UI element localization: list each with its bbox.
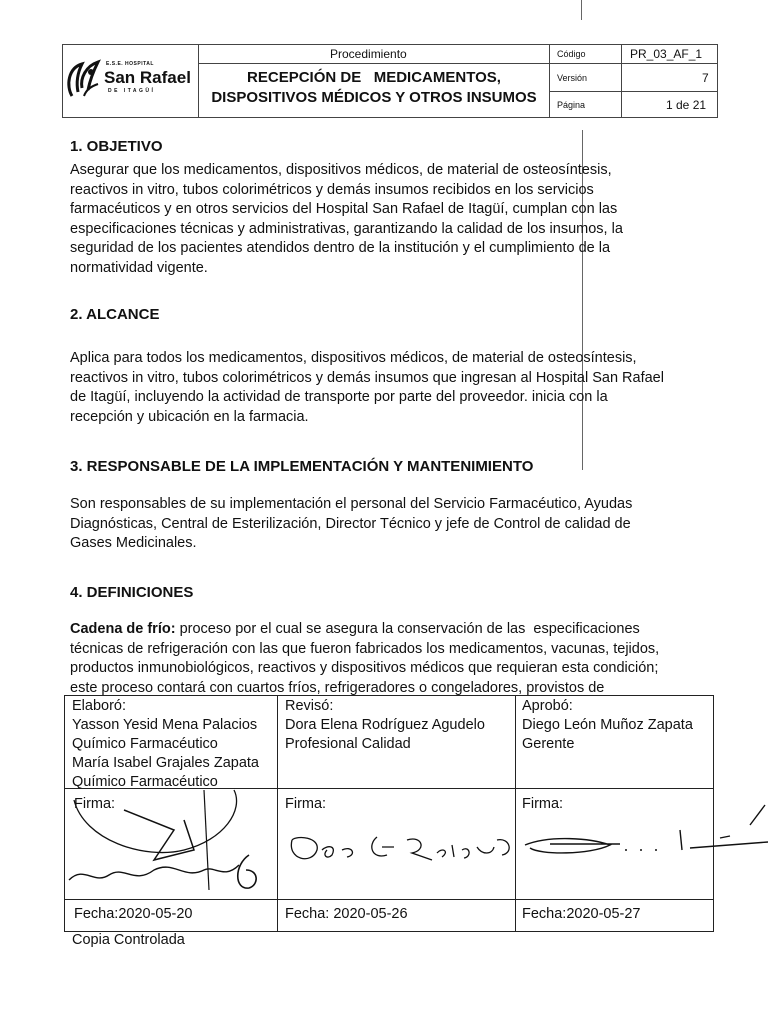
logo-name: San Rafael xyxy=(104,68,191,87)
section-1-body xyxy=(70,161,710,278)
doc-title-line1: RECEPCIÓN DE MEDICAMENTOS, xyxy=(247,69,501,86)
logo-small-top: E.S.E. HOSPITAL xyxy=(106,61,154,67)
firma-label-2: Firma: xyxy=(285,796,327,812)
scan-line-top xyxy=(581,0,582,20)
aprobo-label: Aprobó: xyxy=(522,698,573,714)
s2-line: de Itagüí, incluyendo la actividad de transporte por parte del proveedor. inicia con la xyxy=(70,389,608,405)
elaboro-name: Químico Farmacéutico xyxy=(72,736,218,752)
footer-copy-note: Copia Controlada xyxy=(72,932,185,948)
s1-line: Asegurar que los medicamentos, dispositivos médicos, de material de osteosíntesis, xyxy=(70,162,612,178)
code-label: Código xyxy=(557,49,586,59)
reviso-cell xyxy=(285,697,485,754)
hospital-logo xyxy=(64,58,198,108)
aprobo-name: Gerente xyxy=(522,736,575,752)
signature-aprobo-image xyxy=(520,800,768,880)
section-3-heading: 3. RESPONSABLE DE LA IMPLEMENTACIÓN Y MANTENIMIENTO xyxy=(70,458,534,475)
reviso-label: Revisó: xyxy=(285,698,334,714)
logo-icon xyxy=(64,58,104,102)
fecha-aprobo: Fecha:2020-05-27 xyxy=(522,906,641,922)
s4-line: productos inmunobiológicos, reactivos y dispositivos médicos que requieran esta condición; xyxy=(70,660,659,676)
code-value: PR_03_AF_1 xyxy=(630,47,703,61)
reviso-name: Profesional Calidad xyxy=(285,736,411,752)
s2-line: reactivos in vitro, tubos colorimétricos y demás insumos que ingresan al Hospital San Rafael xyxy=(70,369,664,386)
section-3-body xyxy=(70,495,710,554)
s2-line: Aplica para todos los medicamentos, dispositivos médicos, de material de osteosíntesis, xyxy=(70,350,637,366)
s1-line: reactivos in vitro, tubos colorimétricos y demás insumos recibidos en los servicios xyxy=(70,181,594,198)
signature-elaboro-image xyxy=(64,770,276,900)
s3-line: Son responsables de su implementación el personal del Servicio Farmacéutico, Ayudas xyxy=(70,496,633,512)
elaboro-name: María Isabel Grajales Zapata xyxy=(72,755,259,771)
s3-line: Gases Medicinales. xyxy=(70,535,197,551)
version-value: 7 xyxy=(702,71,709,85)
elaboro-name: Yasson Yesid Mena Palacios xyxy=(72,717,258,733)
section-4-body xyxy=(70,620,710,698)
firma-label-3: Firma: xyxy=(522,796,564,812)
s2-line: recepción y ubicación en la farmacia. xyxy=(70,408,309,425)
s1-line: normatividad vigente. xyxy=(70,259,208,276)
logo-small-bottom: DE ITAGÜÍ xyxy=(108,88,156,94)
doc-type: Procedimiento xyxy=(330,47,407,61)
definition-text: proceso por el cual se asegura la conservación de las especificaciones xyxy=(175,621,640,637)
s1-line: seguridad de los pacientes atendidos dentro de la institución y el cumplimiento de la xyxy=(70,240,611,256)
firma-label-1: Firma: xyxy=(74,796,116,812)
elaboro-name: Químico Farmacéutico xyxy=(72,774,218,790)
signature-reviso-image xyxy=(282,825,522,875)
s1-line: farmacéuticos y en otros servicios del Hospital San Rafael de Itagüí, cumplan con las xyxy=(70,201,618,217)
section-1-heading: 1. OBJETIVO xyxy=(70,138,163,155)
section-4-heading: 4. DEFINICIONES xyxy=(70,584,194,601)
reviso-name: Dora Elena Rodríguez Agudelo xyxy=(285,717,485,733)
definition-term: Cadena de frío: xyxy=(70,621,176,637)
fecha-reviso: Fecha: 2020-05-26 xyxy=(285,906,408,922)
version-label: Versión xyxy=(557,73,588,83)
doc-title xyxy=(200,68,548,108)
page-label: Página xyxy=(557,100,586,110)
s1-line: especificaciones técnicas y administrativas, garantizando la calidad de los insumos, la xyxy=(70,220,623,237)
page-value: 1 de 21 xyxy=(666,98,707,112)
s4-line: este proceso contará con cuartos fríos, refrigeradores o congeladores, provistos de xyxy=(70,679,605,696)
fecha-elaboro: Fecha:2020-05-20 xyxy=(74,906,193,922)
s3-line: Diagnósticas, Central de Esterilización, Director Técnico y jefe de Control de calidad de xyxy=(70,515,631,532)
aprobo-cell xyxy=(522,697,693,754)
section-2-heading: 2. ALCANCE xyxy=(70,306,160,323)
elaboro-label: Elaboró: xyxy=(72,698,127,714)
section-2-body xyxy=(70,349,710,427)
aprobo-name: Diego León Muñoz Zapata xyxy=(522,717,693,733)
doc-title-line2: DISPOSITIVOS MÉDICOS Y OTROS INSUMOS xyxy=(211,89,537,106)
s4-line: técnicas de refrigeración con las que fueron fabricados los medicamentos, vacunas, tejidos, xyxy=(70,640,660,657)
